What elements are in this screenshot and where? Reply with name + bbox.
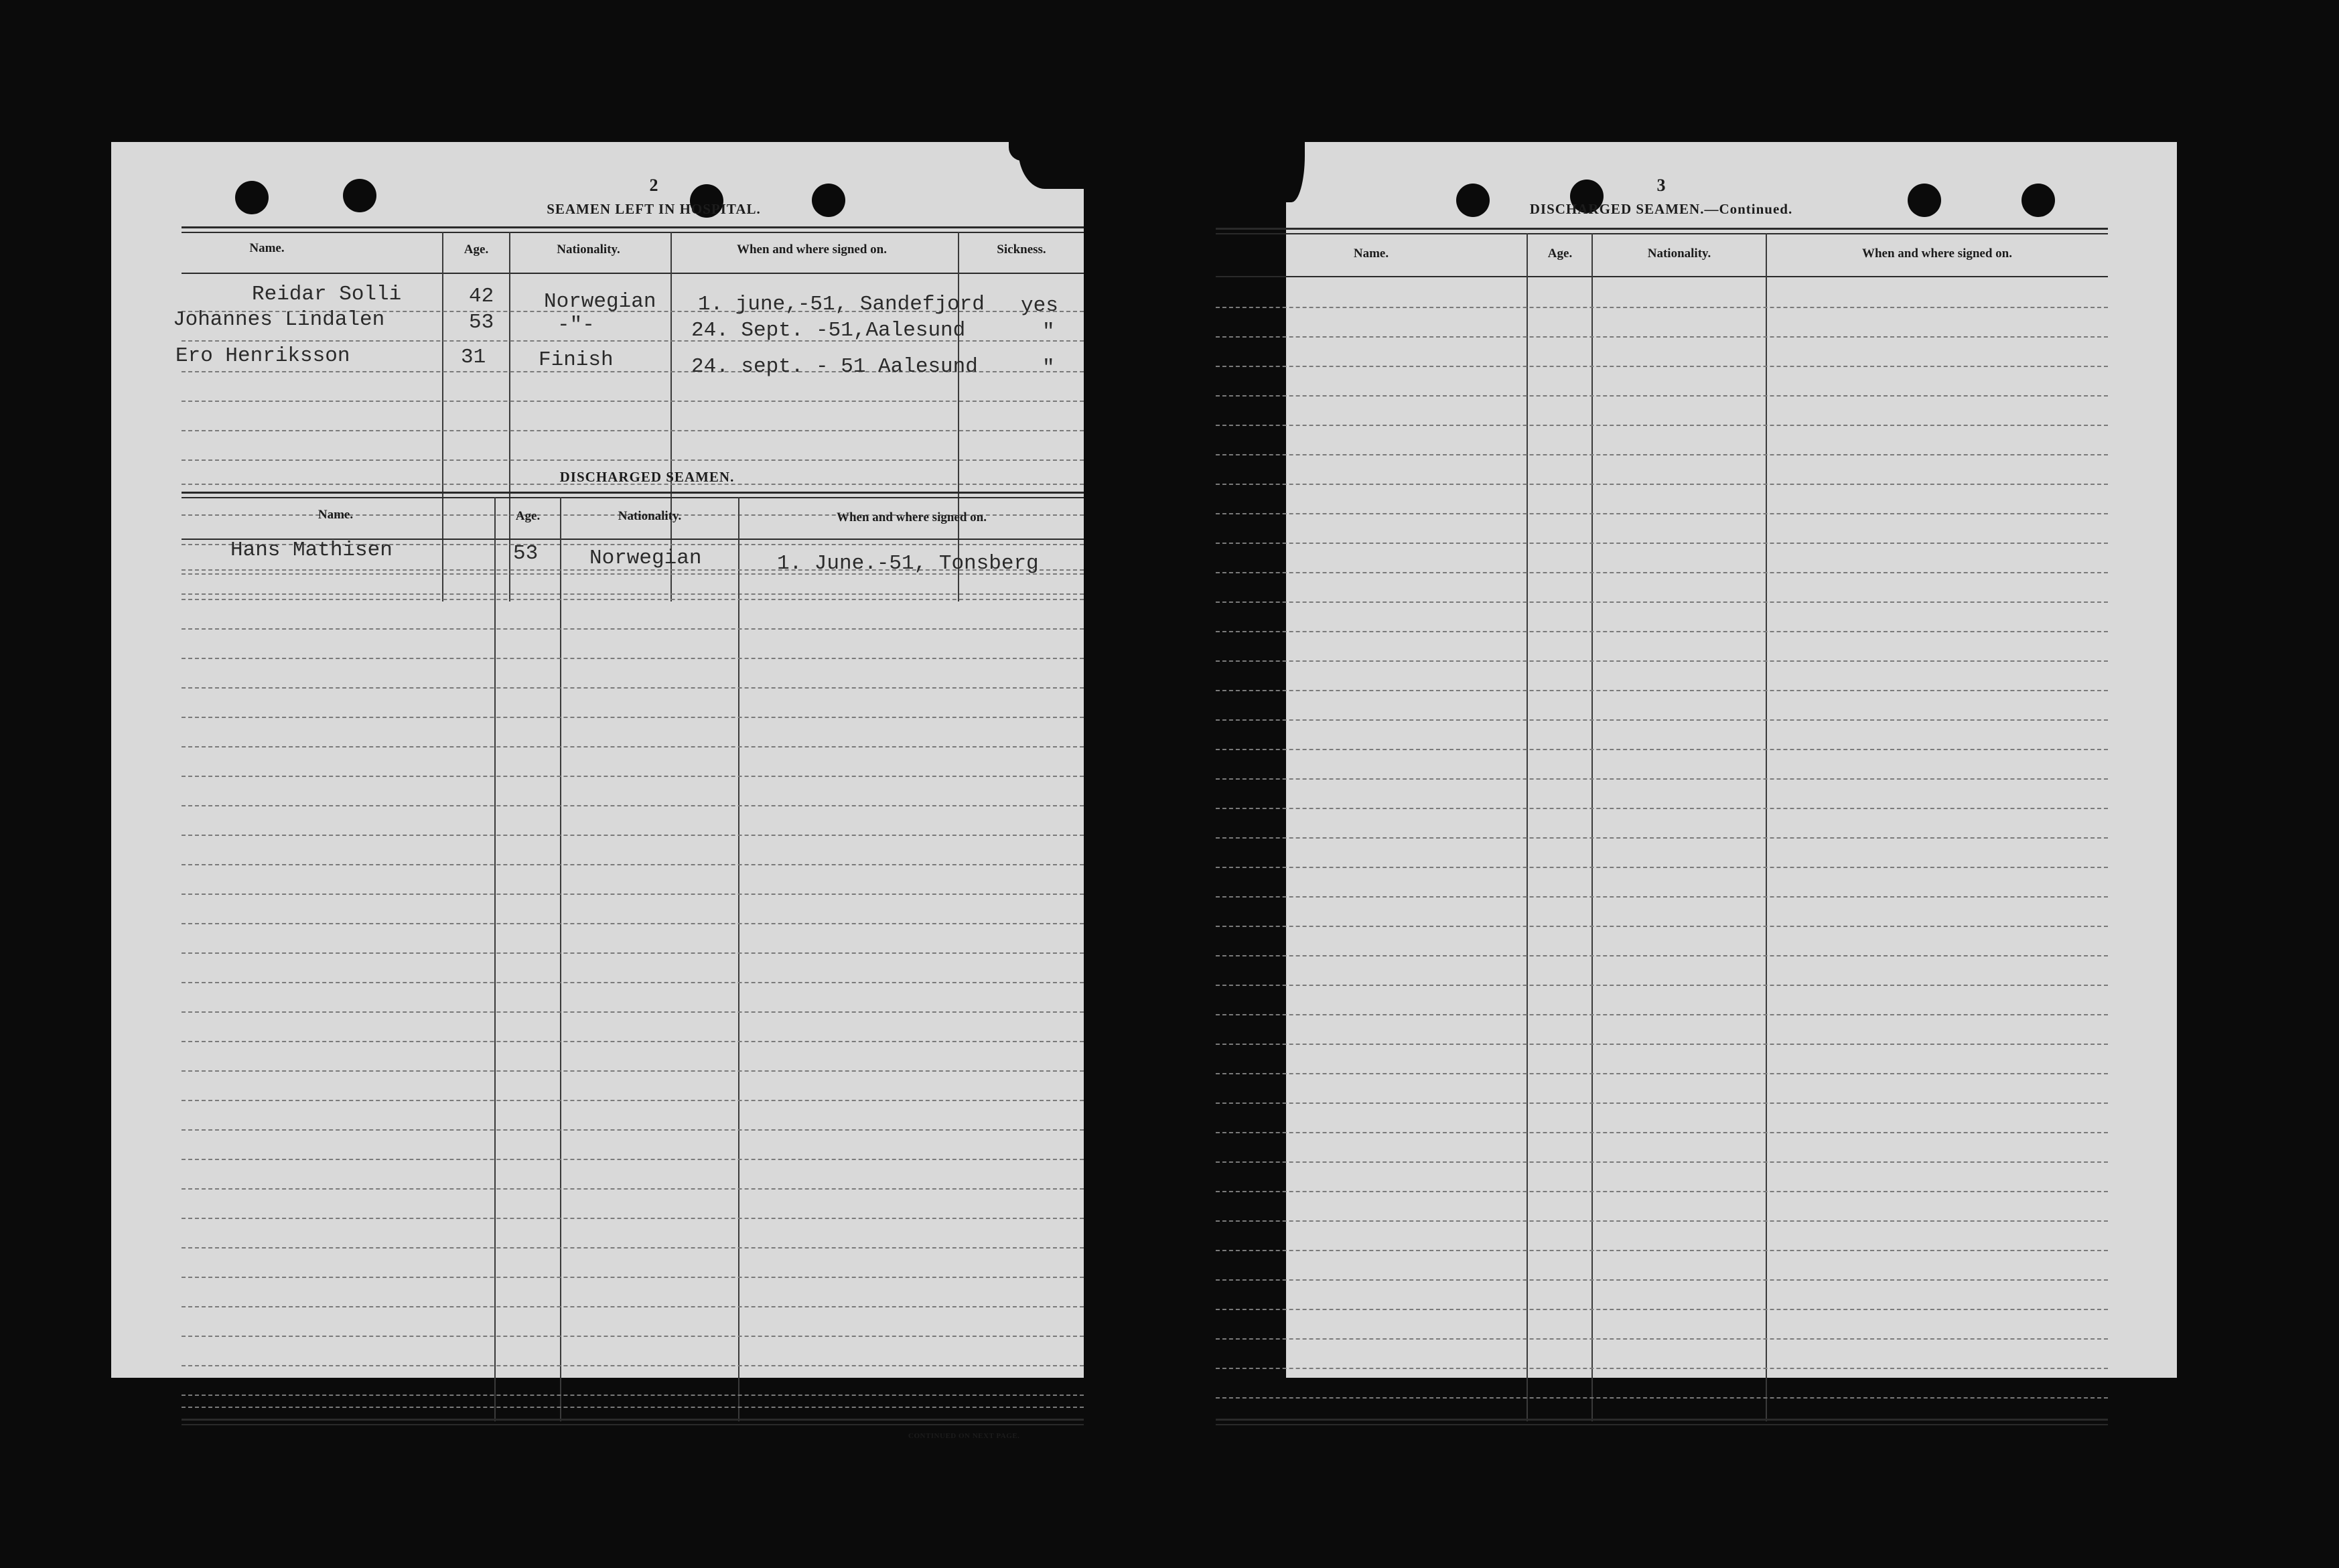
table-rule <box>182 497 1084 498</box>
row-line <box>182 1070 1084 1072</box>
row-line <box>182 593 1084 595</box>
hospital-row-2-nationality: -"- <box>557 313 595 337</box>
row-line <box>1216 955 2108 956</box>
torn-edge <box>1009 142 1029 161</box>
row-line <box>182 1407 1084 1408</box>
row-line <box>182 430 1084 431</box>
row-line <box>1216 719 2108 721</box>
column-divider <box>1527 233 1528 1421</box>
row-line <box>182 1365 1084 1366</box>
table-bottom-rule <box>182 1424 1084 1425</box>
hospital-row-1-age: 42 <box>469 285 494 308</box>
row-line <box>182 1188 1084 1190</box>
row-line <box>1216 1044 2108 1045</box>
row-line <box>1216 660 2108 662</box>
row-line <box>182 1395 1084 1396</box>
row-line <box>182 982 1084 983</box>
table-bottom-rule <box>1216 1424 2108 1425</box>
table-rule <box>1216 228 2108 230</box>
column-divider <box>509 232 510 601</box>
row-line <box>1216 307 2108 308</box>
row-line <box>182 835 1084 836</box>
hospital-row-3-nationality: Finish <box>539 348 614 372</box>
hospital-row-3-sickness: " <box>1042 356 1055 380</box>
column-divider <box>738 497 739 1421</box>
row-line <box>1216 1102 2108 1104</box>
continued-note: CONTINUED ON NEXT PAGE. <box>908 1432 1020 1440</box>
column-header-name: Name. <box>249 241 285 255</box>
row-line <box>1216 484 2108 485</box>
row-line <box>1216 749 2108 750</box>
column-divider <box>560 497 561 1421</box>
column-header-nationality: Nationality. <box>557 242 620 257</box>
punch-hole <box>343 179 376 212</box>
row-line <box>1216 601 2108 603</box>
column-divider <box>958 232 959 601</box>
row-line <box>182 864 1084 865</box>
column-divider <box>494 497 496 1421</box>
row-line <box>182 401 1084 402</box>
left-page <box>111 142 1084 1440</box>
row-line <box>182 1306 1084 1307</box>
column-header-age: Age. <box>515 509 541 523</box>
hospital-row-1-nationality: Norwegian <box>544 290 656 313</box>
punch-hole <box>2022 184 2055 217</box>
row-line <box>182 1159 1084 1160</box>
row-line <box>182 1218 1084 1219</box>
table-bottom-rule <box>182 1419 1084 1421</box>
hospital-row-2-age: 53 <box>469 311 494 334</box>
row-line <box>182 923 1084 924</box>
discharged-row-1-age: 53 <box>513 542 539 565</box>
column-header-name: Name. <box>317 508 354 522</box>
table-rule <box>1216 233 2108 234</box>
hospital-row-2-signed-on: 24. Sept. -51,Aalesund <box>691 319 966 342</box>
discharged-section-title: DISCHARGED SEAMEN. <box>559 469 735 485</box>
row-line <box>182 952 1084 954</box>
column-header-age: Age. <box>464 242 489 257</box>
page-number: 2 <box>649 175 658 195</box>
page-number: 3 <box>1656 175 1666 195</box>
row-line <box>182 687 1084 689</box>
column-header-signed-on: When and where signed on. <box>836 510 987 524</box>
row-line <box>1216 690 2108 691</box>
row-line <box>1216 395 2108 397</box>
row-line <box>1216 1338 2108 1340</box>
discharged-row-1-name: Hans Mathisen <box>230 539 393 562</box>
header-rule <box>182 273 1084 274</box>
row-line <box>182 1336 1084 1337</box>
right-page <box>1286 142 2177 1378</box>
discharged-continued-title: DISCHARGED SEAMEN.—Continued. <box>1529 201 1793 217</box>
column-divider <box>1591 233 1593 1421</box>
hospital-row-1-name: Reidar Solli <box>252 283 402 306</box>
column-header-nationality: Nationality. <box>1647 246 1711 261</box>
hospital-row-1-sickness: yes <box>1021 294 1058 317</box>
row-line <box>182 805 1084 806</box>
row-line <box>1216 1014 2108 1015</box>
row-line <box>182 599 1084 600</box>
header-rule <box>1216 276 2108 277</box>
row-line <box>1216 336 2108 338</box>
punch-hole <box>1908 184 1941 217</box>
row-line <box>1216 1191 2108 1192</box>
row-line <box>1216 631 2108 632</box>
row-line <box>1216 778 2108 780</box>
row-line <box>1216 1132 2108 1133</box>
row-line <box>1216 1220 2108 1222</box>
hospital-row-1-signed-on: 1. june,-51, Sandefjord <box>698 293 985 316</box>
column-header-name: Name. <box>1353 246 1389 261</box>
column-header-signed-on: When and where signed on. <box>1861 246 2012 261</box>
hospital-section-title: SEAMEN LEFT IN HOSPITAL. <box>547 201 761 217</box>
row-line <box>1216 867 2108 868</box>
row-line <box>1216 1279 2108 1281</box>
row-line <box>1216 513 2108 514</box>
row-line <box>1216 1250 2108 1251</box>
row-line <box>1216 572 2108 573</box>
punch-hole <box>235 181 269 214</box>
row-line <box>1216 1368 2108 1369</box>
row-line <box>182 1011 1084 1013</box>
row-line <box>1216 808 2108 809</box>
row-line <box>182 459 1084 461</box>
column-divider <box>442 232 443 601</box>
row-line <box>182 1041 1084 1042</box>
table-bottom-rule <box>1216 1419 2108 1421</box>
row-line <box>1216 896 2108 898</box>
hospital-row-2-sickness: " <box>1042 320 1055 344</box>
table-rule <box>182 232 1084 233</box>
row-line <box>1216 837 2108 839</box>
row-line <box>182 1100 1084 1101</box>
row-line <box>182 1247 1084 1249</box>
hospital-row-3-name: Ero Henriksson <box>175 344 350 368</box>
row-line <box>1216 985 2108 986</box>
hospital-row-3-age: 31 <box>461 346 486 369</box>
row-line <box>182 746 1084 747</box>
row-line <box>1216 926 2108 927</box>
row-line <box>1216 1397 2108 1399</box>
row-line <box>1216 425 2108 426</box>
row-line <box>182 658 1084 659</box>
row-line <box>182 776 1084 777</box>
column-header-signed-on: When and where signed on. <box>736 242 887 257</box>
row-line <box>1216 454 2108 455</box>
torn-edge <box>1286 142 1305 202</box>
column-header-nationality: Nationality. <box>618 509 682 523</box>
row-line <box>182 894 1084 895</box>
row-line <box>1216 1309 2108 1310</box>
row-line <box>1216 1161 2108 1163</box>
row-line <box>182 628 1084 630</box>
hospital-row-3-signed-on: 24. sept. - 51 Aalesund <box>691 355 978 378</box>
column-header-sickness: Sickness. <box>997 242 1046 257</box>
table-rule <box>182 492 1084 494</box>
punch-hole <box>1456 184 1490 217</box>
row-line <box>182 1129 1084 1131</box>
row-line <box>1216 366 2108 367</box>
hospital-row-2-name: Johannes Lindalen <box>173 308 385 332</box>
column-header-age: Age. <box>1547 246 1573 261</box>
row-line <box>1216 543 2108 544</box>
row-line <box>182 1277 1084 1278</box>
row-line <box>182 717 1084 718</box>
discharged-row-1-signed-on: 1. June.-51, Tonsberg <box>777 552 1039 575</box>
row-line <box>1216 1073 2108 1074</box>
table-rule <box>182 226 1084 228</box>
column-divider <box>1766 233 1767 1421</box>
discharged-row-1-nationality: Norwegian <box>589 547 702 570</box>
